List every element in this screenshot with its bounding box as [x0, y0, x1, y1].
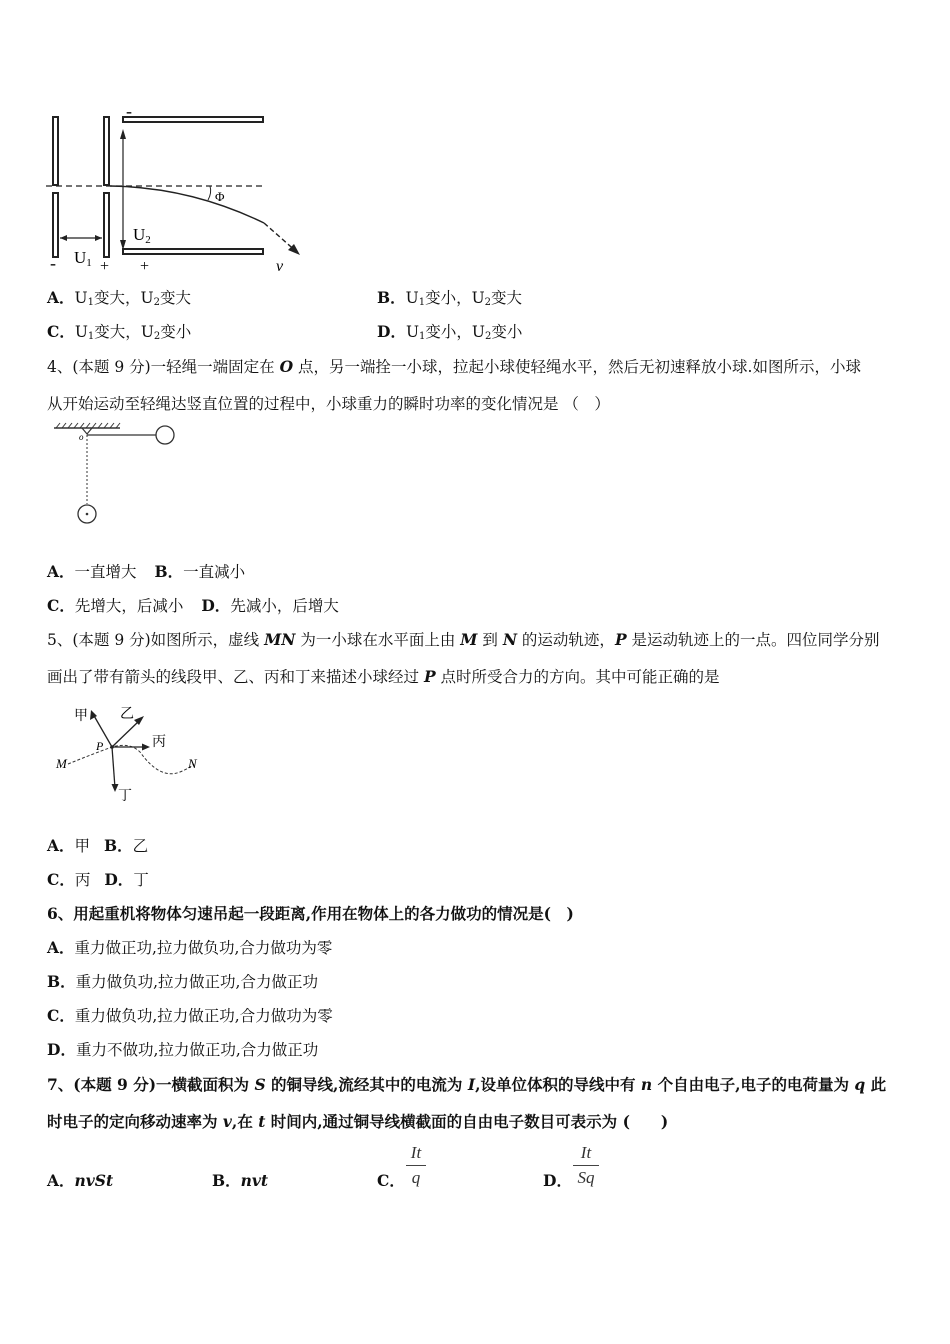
- q6-option-b: B．重力做负功,拉力做正功,合力做正功: [47, 972, 318, 991]
- q7-option-d-denominator: Sq: [577, 1168, 595, 1187]
- label-p: P: [96, 739, 104, 753]
- q3-option-c: C．$U_1$变大，$U_2$变小: [47, 322, 192, 342]
- label-yi: 乙: [120, 707, 134, 722]
- q7-option-c-numerator: It: [406, 1143, 426, 1166]
- q7-stem-line2: 时电子的定向移动速率为 v,在 t 时间内,通过铜导线横截面的自由电子数目可表示为 ( ): [47, 1112, 669, 1131]
- u1-arrow-head-left: [60, 235, 67, 241]
- right-plate-bottom: [104, 193, 109, 257]
- trajectory: [110, 186, 264, 223]
- q4-figure: [50, 420, 190, 530]
- arrow-bing-head: [142, 744, 150, 751]
- q5-figure: [50, 700, 220, 810]
- label-v: v: [276, 258, 284, 275]
- q6-option-a: A．重力做正功,拉力做负功,合力做功为零: [47, 938, 333, 957]
- q7-option-a: A．nvSt: [47, 1171, 114, 1190]
- arrow-ding: [112, 747, 115, 788]
- q3-option-b: B．$U_1$变小，$U_2$变大: [377, 288, 523, 308]
- point-p: [110, 745, 114, 749]
- label-bing: 丙: [152, 735, 166, 750]
- ball-end-center: [86, 513, 89, 516]
- label-o: o: [79, 432, 84, 442]
- q7-option-c-letter: C．: [377, 1171, 405, 1190]
- q4-stem-line2: 从开始运动至轻绳达竖直位置的过程中，小球重力的瞬时功率的变化情况是 （ ）: [47, 395, 610, 413]
- label-u2: U2: [133, 225, 151, 246]
- q7-option-c-denominator: q: [411, 1168, 421, 1187]
- q4-options-cd: C．先增大，后减小 D．先减小，后增大: [47, 596, 339, 615]
- label-jia: 甲: [74, 709, 88, 724]
- q7-option-d-letter: D．: [543, 1171, 572, 1190]
- phi-arc: [208, 186, 211, 200]
- label-ding: 丁: [118, 789, 132, 804]
- u1-arrow-head-right: [95, 235, 102, 241]
- q3-option-d: D．$U_1$变小，$U_2$变小: [377, 322, 523, 342]
- pivot-mount: [82, 428, 92, 434]
- q6-stem: 6、用起重机将物体匀速吊起一段距离,作用在物体上的各力做功的情况是( ): [47, 904, 574, 923]
- label-phi: Φ: [215, 189, 225, 204]
- q7-stem-line1: 7、(本题 9 分)一横截面积为 S 的铜导线,流经其中的电流为 I,设单位体积的导线中有 n 个自由电子,电子的电荷量为 q 此: [47, 1075, 887, 1094]
- label-n: N: [188, 756, 197, 771]
- label-minus-bottom: -: [50, 253, 56, 273]
- deflect-plate-top: [123, 117, 263, 122]
- q4-stem-line1: 4、(本题 9 分)一轻绳一端固定在 O 点，另一端拴一小球，拉起小球使轻绳水平，然后无初速释放小球.如图所示，小球: [47, 357, 861, 376]
- arrow-yi: [112, 720, 140, 747]
- ball-start: [156, 426, 174, 444]
- q3-option-a: A．$U_1$变大，$U_2$变大: [47, 288, 191, 308]
- q5-stem-line1: 5、(本题 9 分)如图所示，虚线 MN 为一小球在水平面上由 M 到 N 的运动轨迹，P 是运动轨迹上的一点。四位同学分别: [47, 630, 880, 649]
- label-plus-left: +: [100, 258, 110, 275]
- trajectory-mn: [68, 745, 194, 773]
- left-plate-bottom: [53, 193, 58, 257]
- right-plate-top: [104, 117, 109, 185]
- q5-options-cd: C．丙 D．丁: [47, 870, 149, 889]
- q6-option-c: C．重力做负功,拉力做正功,合力做功为零: [47, 1006, 333, 1025]
- q6-option-d: D．重力不做功,拉力做正功,合力做正功: [47, 1040, 319, 1059]
- label-minus-top: -: [126, 105, 132, 121]
- q7-option-b: B．nvt: [212, 1171, 269, 1190]
- label-m: M: [56, 756, 67, 771]
- q3-figure: [40, 105, 310, 275]
- q5-options-ab: A．甲 B．乙: [47, 836, 149, 855]
- label-plus-bottom: +: [140, 258, 150, 275]
- q5-stem-line2: 画出了带有箭头的线段甲、乙、丙和丁来描述小球经过 P 点时所受合力的方向。其中可能正确的是: [47, 667, 720, 686]
- q7-option-d-numerator: It: [573, 1143, 599, 1166]
- q7-option-d-fraction: [573, 1143, 599, 1188]
- label-u1: U1: [74, 248, 92, 269]
- q4-options-ab: A．一直增大 B．一直减小: [47, 562, 246, 581]
- left-plate-top: [53, 117, 58, 185]
- deflect-plate-bottom: [123, 249, 263, 254]
- u2-arrow-head-up: [120, 129, 126, 139]
- q7-option-c-fraction: [406, 1143, 426, 1188]
